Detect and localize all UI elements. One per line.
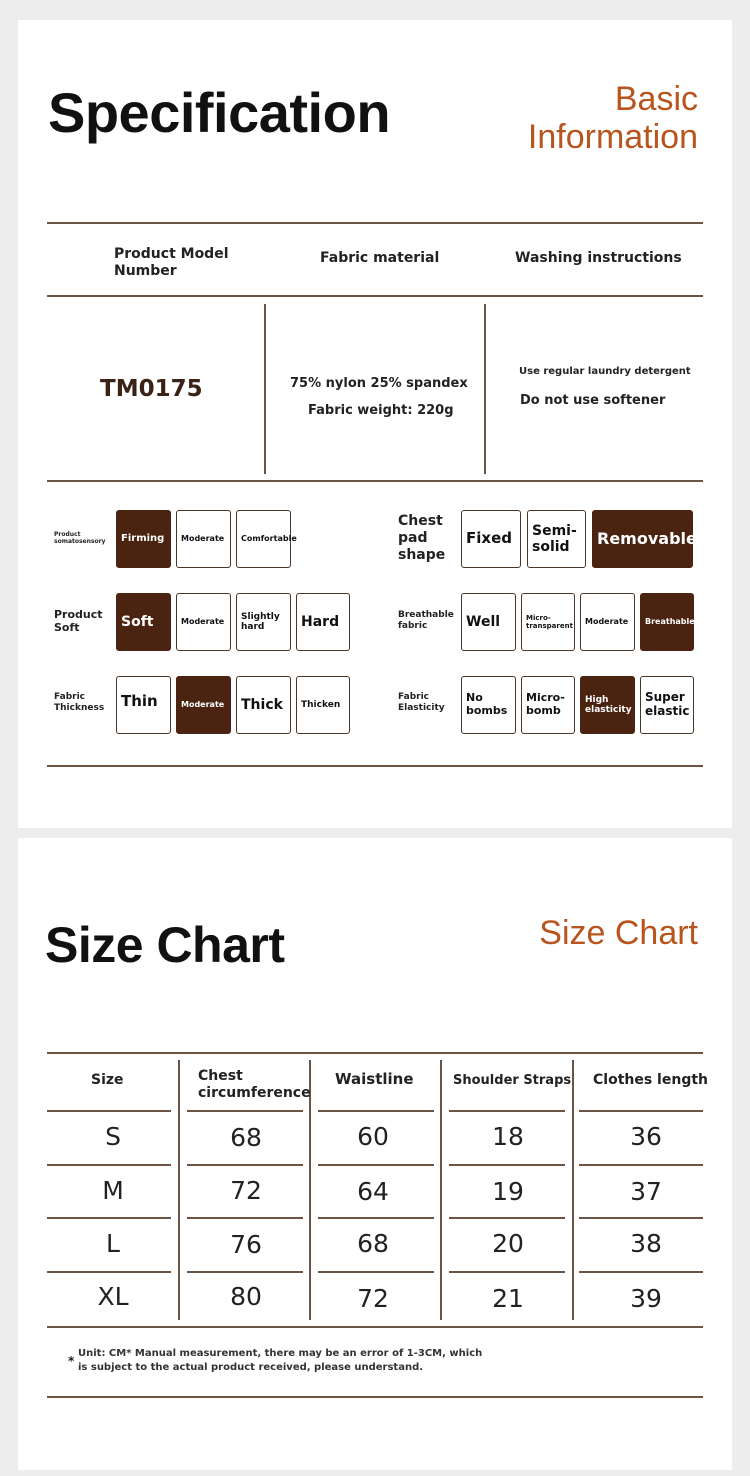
length-cell: 36 [630, 1122, 662, 1151]
size-row-separator [47, 1110, 171, 1112]
specification-card [18, 20, 732, 828]
column-header-waistline: Waistline [335, 1070, 414, 1088]
option-micro-transparent: Micro-transparent [521, 593, 575, 651]
option-moderate: Moderate [580, 593, 635, 651]
option-high-elasticity: High elasticity [580, 676, 635, 734]
column-header-size: Size [91, 1072, 124, 1088]
size-row-separator [187, 1110, 303, 1112]
chest-cell: 76 [230, 1230, 262, 1259]
option-thick: Thick [236, 676, 291, 734]
spec-divider [47, 222, 703, 224]
washing-detergent: Use regular laundry detergent [519, 366, 691, 377]
label-breathable-fabric: Breathable fabric [398, 610, 454, 631]
header-fabric: Fabric material [320, 250, 440, 266]
waist-cell: 64 [357, 1177, 389, 1206]
shoulder-cell: 20 [492, 1229, 524, 1258]
note-star: * [68, 1354, 75, 1368]
option-super-elastic: Super elastic [640, 676, 694, 734]
spec-column-divider [484, 304, 486, 474]
size-cell: S [105, 1122, 121, 1151]
option-firming: Firming [116, 510, 171, 568]
size-row-separator [318, 1271, 434, 1273]
spec-column-divider [264, 304, 266, 474]
option-thin: Thin [116, 676, 171, 734]
option-no-bombs: No bombs [461, 676, 516, 734]
length-cell: 38 [630, 1229, 662, 1258]
spec-divider [47, 295, 703, 297]
option-soft: Soft [116, 593, 171, 651]
basic-information-subtitle [438, 80, 698, 156]
spec-divider [47, 480, 703, 482]
header-washing: Washing instructions [515, 250, 682, 266]
shoulder-cell: 19 [492, 1177, 524, 1206]
size-row-separator [579, 1271, 703, 1273]
note-line1: Unit: CM* Manual measurement, there may be an error of 1-3CM, which [78, 1348, 483, 1359]
note-line2: is subject to the actual product received, please understand. [78, 1362, 424, 1373]
column-header-shoulder-straps: Shoulder Straps [453, 1073, 572, 1088]
size-cell: M [102, 1176, 124, 1205]
fabric-composition: 75% nylon 25% spandex [290, 376, 468, 391]
size-column-divider [572, 1060, 574, 1320]
size-column-divider [440, 1060, 442, 1320]
size-row-separator [187, 1164, 303, 1166]
size-column-divider [178, 1060, 180, 1320]
column-header-clothes-length: Clothes length [593, 1072, 708, 1088]
column-header-chest: Chest circumference [198, 1068, 311, 1101]
option-moderate: Moderate [176, 593, 231, 651]
size-row-separator [47, 1164, 171, 1166]
size-row-separator [187, 1217, 303, 1219]
size-cell: L [106, 1229, 120, 1258]
size-table-top-line [47, 1052, 703, 1054]
waist-cell: 60 [357, 1122, 389, 1151]
label-product-somatosensory: Product somatosensory [54, 531, 106, 546]
size-row-separator [449, 1110, 565, 1112]
fabric-weight: Fabric weight: 220g [308, 403, 454, 418]
length-cell: 39 [630, 1284, 662, 1313]
label-product-soft: Product Soft [54, 608, 103, 635]
option-thicken: Thicken [296, 676, 350, 734]
option-slightly-hard: Slightly hard [236, 593, 291, 651]
chest-cell: 80 [230, 1282, 262, 1311]
option-moderate: Moderate [176, 676, 231, 734]
specification-title: Specification [48, 81, 391, 144]
chest-cell: 68 [230, 1123, 262, 1152]
size-row-separator [579, 1217, 703, 1219]
model-number: TM0175 [100, 376, 203, 402]
label-fabric-thickness: Fabric Thickness [54, 692, 105, 713]
note-divider [47, 1396, 703, 1398]
option-well: Well [461, 593, 516, 651]
size-chart-subtitle: Size Chart [539, 914, 698, 952]
option-hard: Hard [296, 593, 350, 651]
waist-cell: 68 [357, 1229, 389, 1258]
subtitle-line2: Information [527, 118, 698, 156]
size-row-separator [449, 1271, 565, 1273]
option-semi-solid: Semi-solid [527, 510, 586, 568]
washing-softener: Do not use softener [520, 393, 666, 408]
option-comfortable: Comfortable [236, 510, 291, 568]
size-table-bottom-line [47, 1326, 703, 1328]
size-row-separator [579, 1164, 703, 1166]
option-moderate: Moderate [176, 510, 231, 568]
size-row-separator [47, 1271, 171, 1273]
subtitle-line1: Basic [614, 80, 698, 118]
size-row-separator [449, 1164, 565, 1166]
waist-cell: 72 [357, 1284, 389, 1313]
size-chart-title: Size Chart [45, 917, 285, 973]
attributes-bottom-divider [47, 765, 703, 767]
option-breathable: Breathable [640, 593, 694, 651]
label-chest-pad-shape: Chest pad shape [398, 513, 446, 563]
size-row-separator [318, 1164, 434, 1166]
size-row-separator [318, 1217, 434, 1219]
option-fixed: Fixed [461, 510, 521, 568]
header-model: Product Model Number [114, 246, 229, 279]
option-removable: Removable [592, 510, 693, 568]
chest-cell: 72 [230, 1176, 262, 1205]
size-row-separator [318, 1110, 434, 1112]
option-micro-bomb: Micro-bomb [521, 676, 575, 734]
size-cell: XL [97, 1282, 129, 1311]
size-row-separator [47, 1217, 171, 1219]
label-fabric-elasticity: Fabric Elasticity [398, 692, 445, 713]
size-row-separator [187, 1271, 303, 1273]
shoulder-cell: 21 [492, 1284, 524, 1313]
size-chart-card [18, 838, 732, 1470]
size-row-separator [579, 1110, 703, 1112]
shoulder-cell: 18 [492, 1122, 524, 1151]
length-cell: 37 [630, 1177, 662, 1206]
size-row-separator [449, 1217, 565, 1219]
